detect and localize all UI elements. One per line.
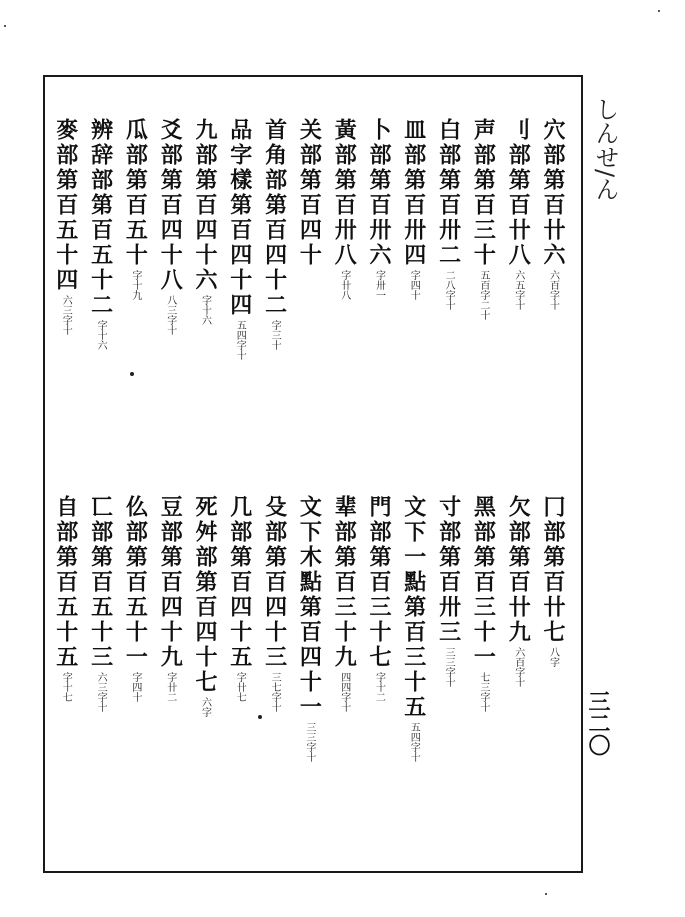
ink-speck [130, 372, 134, 376]
index-entry [190, 495, 220, 717]
radical-heading: 九部第百四十六 [192, 118, 218, 293]
index-entry [434, 495, 464, 687]
radical-heading: 刂部第百卄八 [505, 118, 532, 268]
character-count-note: 字卄二 [164, 672, 176, 702]
radical-heading: 爻部第百四十八 [157, 118, 184, 293]
character-count-note: 二八字十 [443, 270, 455, 310]
character-count-note: 六百字十 [512, 647, 524, 687]
character-count-note: 字十七 [60, 672, 72, 702]
radical-heading: 穴部第百卄六 [540, 118, 566, 268]
index-entry [155, 495, 185, 702]
character-count-note: 八字 [547, 647, 559, 667]
index-entry [86, 495, 116, 712]
index-entry [120, 495, 150, 702]
index-entry [329, 495, 359, 712]
scan-speck [4, 25, 6, 27]
character-count-note: 字四十 [129, 672, 141, 702]
radical-heading: 几部第百四十五 [226, 495, 253, 670]
index-entry [468, 118, 498, 320]
character-count-note: 字十六 [95, 320, 107, 350]
character-count-note: 三三字十 [443, 647, 455, 687]
index-entry [538, 495, 568, 667]
index-entry [364, 495, 394, 702]
character-count-note: 六三字十 [60, 295, 72, 335]
page-number: 三二〇 [585, 690, 611, 756]
radical-heading: 文下木點第百四十一 [296, 495, 323, 720]
index-entry [468, 495, 498, 712]
radical-heading: 豆部第百四十九 [157, 495, 184, 670]
radical-heading: 黃部第百卅八 [331, 118, 358, 268]
character-count-note: 字十二 [373, 672, 385, 702]
scan-speck [658, 10, 660, 12]
header-annotation: しんせ/ん [591, 97, 619, 202]
character-count-note: 六字 [199, 697, 211, 717]
character-count-note: 三七字十 [269, 672, 281, 712]
radical-heading: 声部第百三十 [470, 118, 497, 268]
character-count-note: 字十九 [129, 270, 141, 300]
radical-heading: 首角部第百四十二 [261, 118, 288, 318]
character-count-note: 字十六 [199, 295, 211, 325]
index-entry [260, 118, 290, 350]
character-count-note: 字卄八 [338, 270, 350, 300]
index-entry [225, 118, 255, 360]
radical-heading: 仫部第百五十一 [122, 495, 149, 670]
radical-heading: 皿部第百卅四 [400, 118, 427, 268]
radical-heading: 卜部第百卅六 [366, 118, 392, 268]
radical-heading: 門部第百三十七 [366, 495, 392, 670]
character-count-note: 三三字十 [303, 722, 315, 762]
radical-heading: 殳部第百四十三 [261, 495, 288, 670]
character-count-note: 六五字十 [512, 270, 524, 310]
radical-heading: 品字樣第百四十四 [226, 118, 253, 318]
character-count-note: 六百字十 [547, 270, 559, 310]
index-entry [51, 495, 81, 702]
index-entry [190, 118, 220, 325]
index-entry [120, 118, 150, 300]
radical-heading: 辨辞部第百五十二 [87, 118, 114, 318]
index-entry [503, 495, 533, 687]
radical-heading: 黑部第百三十一 [470, 495, 497, 670]
character-count-note: 八三字十 [164, 295, 176, 335]
scan-speck [545, 893, 547, 895]
index-entry [155, 118, 185, 335]
index-entry [51, 118, 81, 335]
character-count-note: 四四字十 [338, 672, 350, 712]
index-entry [294, 118, 324, 268]
character-count-note: 六三字十 [95, 672, 107, 712]
radical-heading: 死舛部第百四十七 [192, 495, 218, 695]
index-entry [364, 118, 394, 300]
index-entry [434, 118, 464, 310]
radical-heading: 文下一點第百三十五 [400, 495, 427, 720]
index-entry [399, 495, 429, 762]
character-count-note: 七三字十 [477, 672, 489, 712]
index-entry [260, 495, 290, 712]
radical-heading: 匸部第百五十三 [87, 495, 114, 670]
character-count-note: 字卅一 [373, 270, 385, 300]
radical-heading: 自部第百五十五 [52, 495, 79, 670]
radical-heading: 麥部第百五十四 [52, 118, 79, 293]
character-count-note: 字三十 [269, 320, 281, 350]
radical-heading: 辈部第百三十九 [331, 495, 358, 670]
character-count-note: 字卄七 [234, 672, 246, 702]
character-count-note: 五四字十 [234, 320, 246, 360]
character-count-note: 五百字二十 [477, 270, 489, 320]
character-count-note: 五四字十 [408, 722, 420, 762]
radical-heading: 瓜部第百五十 [122, 118, 149, 268]
radical-heading: 关部第百四十 [296, 118, 323, 268]
ink-speck [258, 715, 262, 719]
character-count-note: 字四十 [408, 270, 420, 300]
index-entry [86, 118, 116, 350]
radical-heading: 欠部第百卄九 [505, 495, 532, 645]
index-entry [503, 118, 533, 310]
index-entry [294, 495, 324, 762]
index-entry [329, 118, 359, 300]
radical-heading: 白部第百卅二 [435, 118, 462, 268]
radical-heading: 寸部第百卅三 [435, 495, 462, 645]
index-entry [399, 118, 429, 300]
index-entry [538, 118, 568, 310]
radical-heading: 冂部第百卄七 [540, 495, 566, 645]
index-entry [225, 495, 255, 702]
